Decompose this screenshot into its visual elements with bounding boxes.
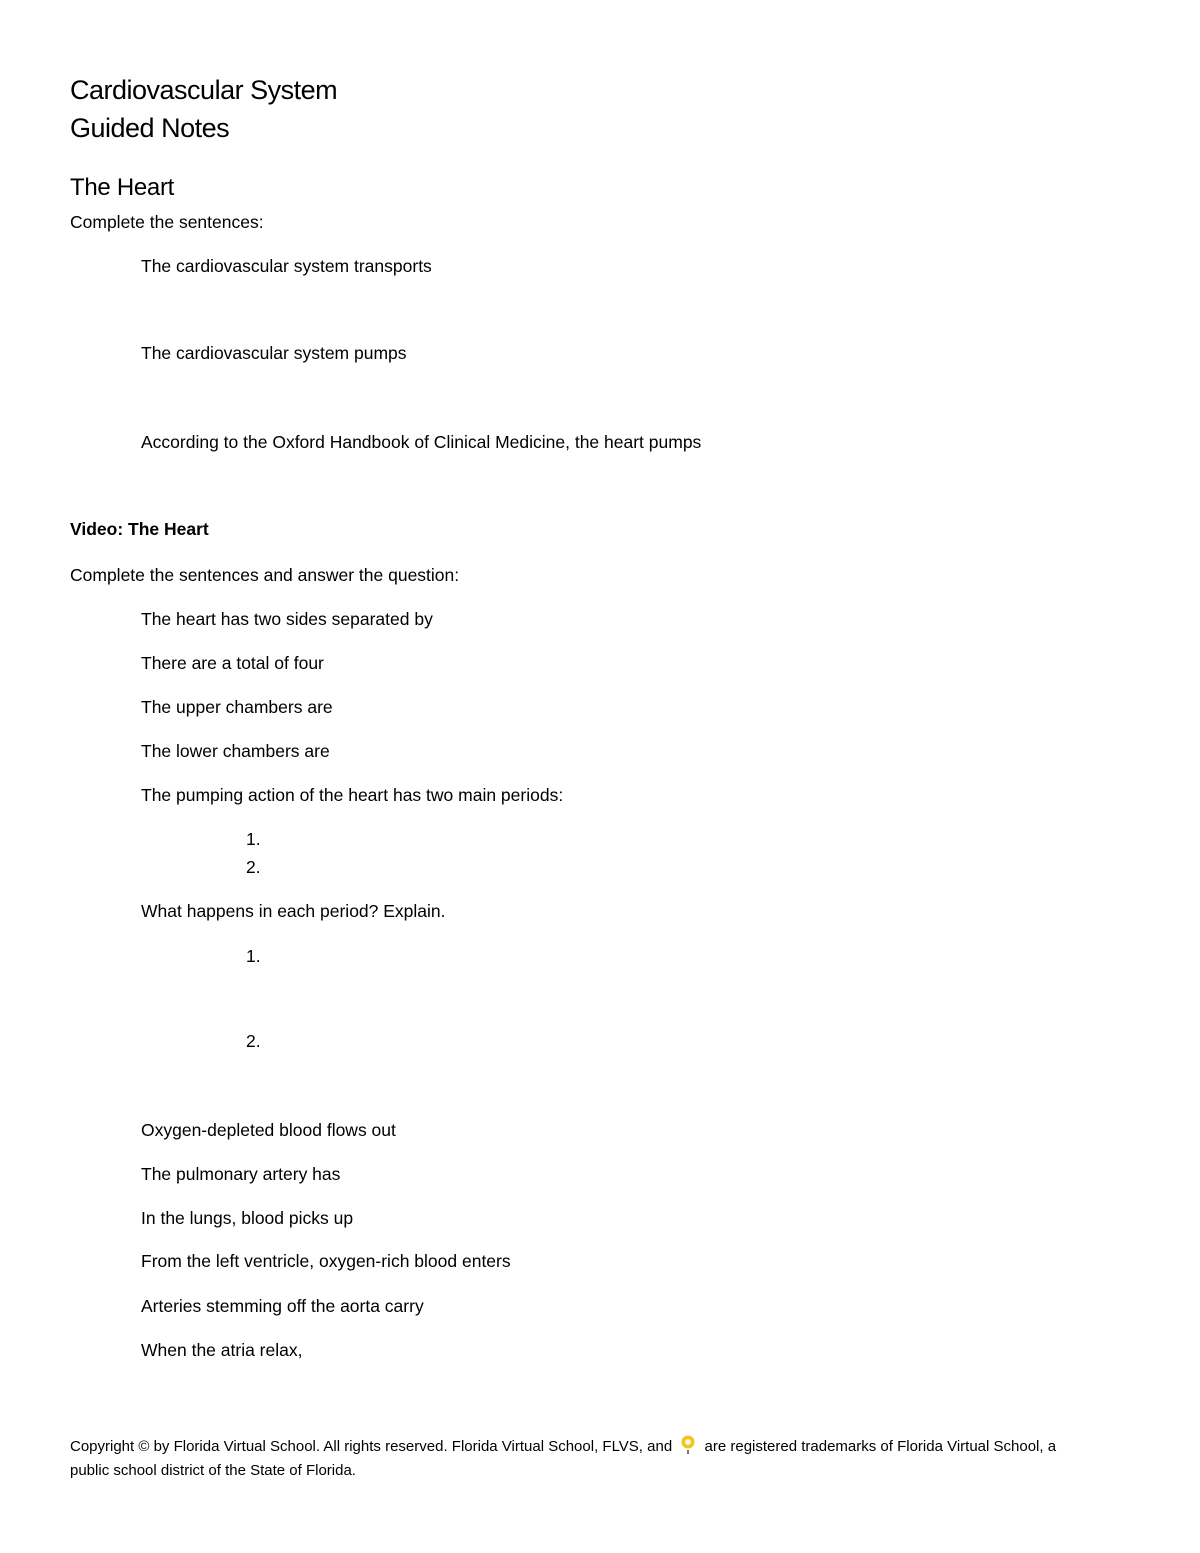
prompt-two-sides: The heart has two sides separated by [141,609,433,629]
prompt-pumps: The cardiovascular system pumps [141,343,407,363]
footer-text-before-logo: Copyright © by Florida Virtual School. All rights reserved. Florida Virtual School, FLVS, and [70,1438,673,1455]
page-title-line1: Cardiovascular System [70,75,338,105]
footer-copyright-line1 [70,1434,1056,1460]
prompt-lower-chambers: The lower chambers are [141,741,330,761]
explain-list-item-2: 2. [246,1031,261,1051]
section-heading-video: Video: The Heart [70,519,209,539]
periods-list-item-1: 1. [246,829,261,849]
prompt-lungs: In the lungs, blood picks up [141,1208,354,1228]
prompt-arteries-aorta: Arteries stemming off the aorta carry [141,1296,424,1316]
section-heading-the-heart: The Heart [70,174,175,201]
instruction-complete-sentences: Complete the sentences: [70,212,264,232]
explain-list-item-1: 1. [246,946,261,966]
prompt-total-four: There are a total of four [141,653,324,673]
periods-list-item-2: 2. [246,857,261,877]
prompt-pumping-action: The pumping action of the heart has two main periods: [141,785,564,805]
page-title-line2: Guided Notes [70,113,230,143]
prompt-oxygen-depleted: Oxygen-depleted blood flows out [141,1120,396,1140]
prompt-transports: The cardiovascular system transports [141,256,432,276]
prompt-oxford-handbook: According to the Oxford Handbook of Clinical Medicine, the heart pumps [141,432,702,452]
question-each-period: What happens in each period? Explain. [141,901,446,921]
flvs-logo-icon [678,1434,698,1460]
footer-text-after-logo: are registered trademarks of Florida Virtual School, a [704,1438,1057,1455]
prompt-atria-relax: When the atria relax, [141,1340,303,1360]
footer-copyright-line2: public school district of the State of Florida. [70,1462,356,1479]
prompt-upper-chambers: The upper chambers are [141,697,333,717]
prompt-pulmonary-artery: The pulmonary artery has [141,1164,341,1184]
prompt-left-ventricle: From the left ventricle, oxygen-rich blood enters [141,1251,511,1271]
instruction-complete-and-answer: Complete the sentences and answer the question: [70,565,460,585]
